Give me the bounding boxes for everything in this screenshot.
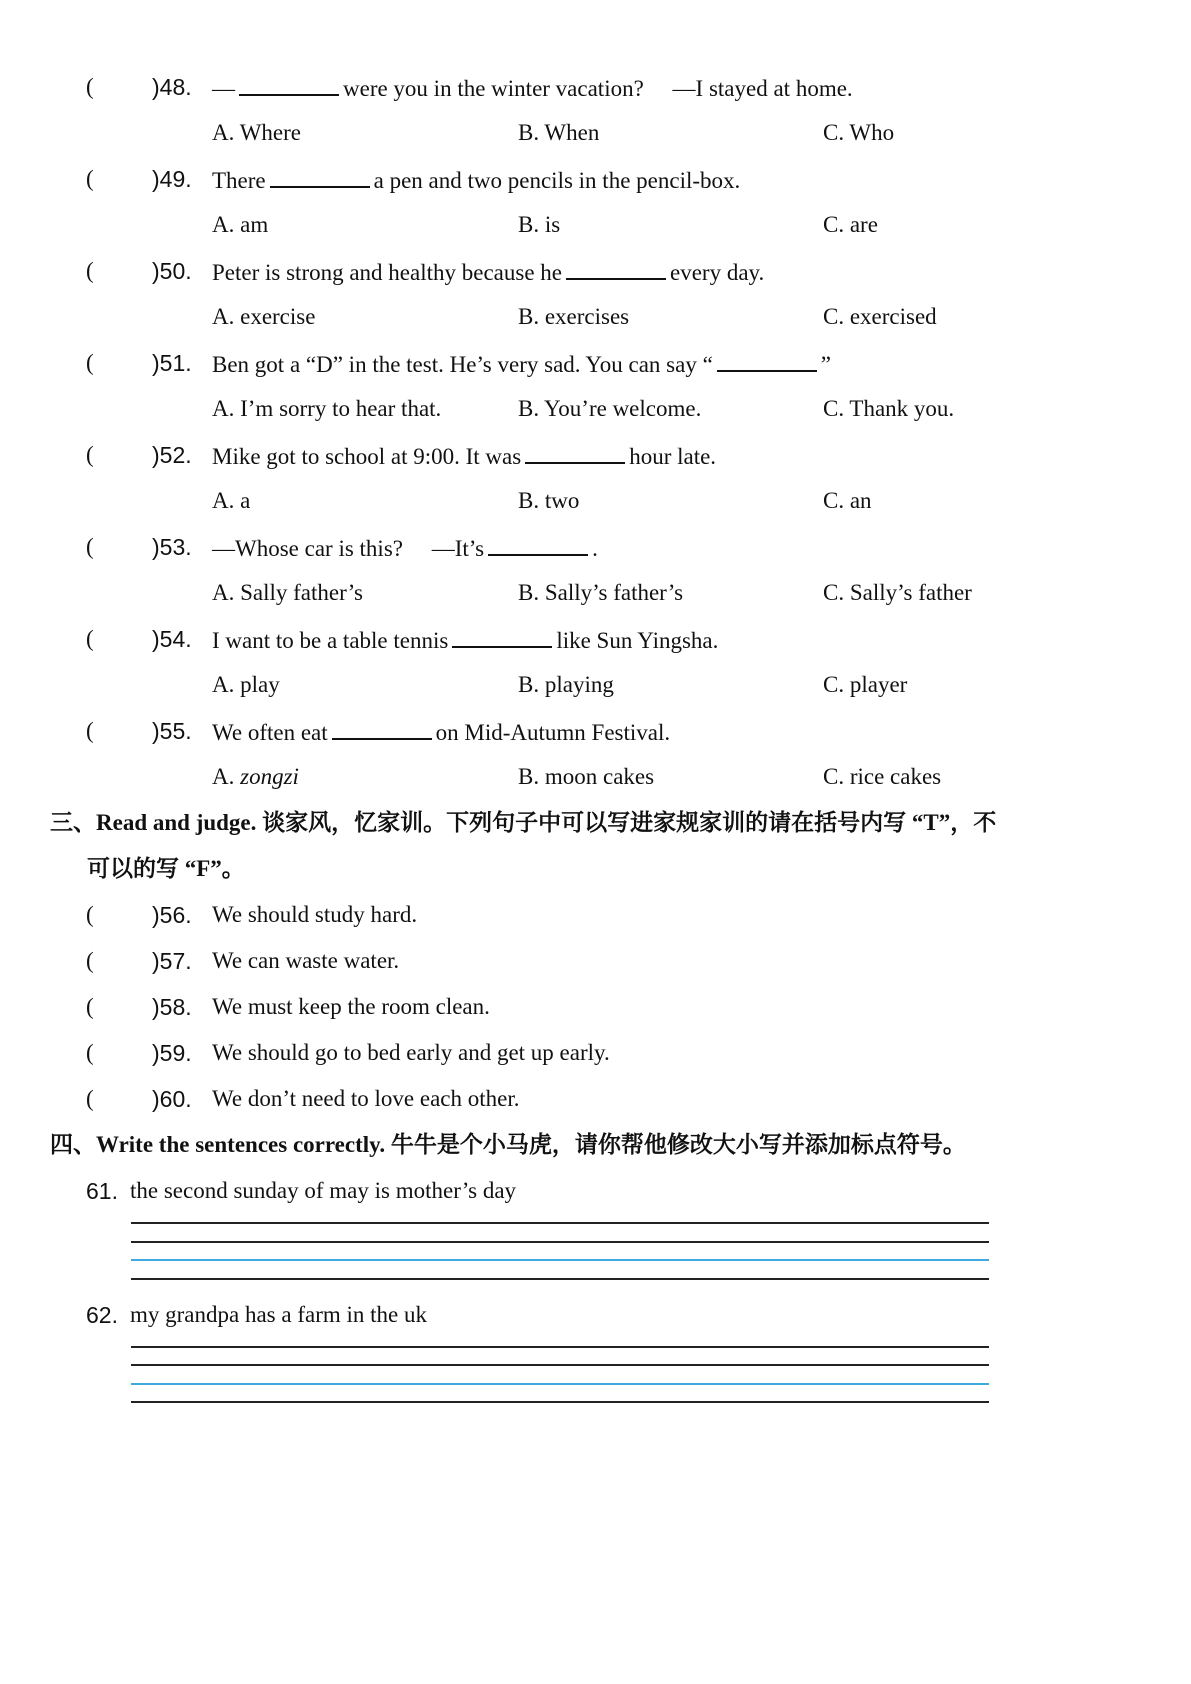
answer-paren[interactable]: (	[86, 626, 94, 651]
writing-line[interactable]	[131, 1241, 989, 1243]
writing-line[interactable]	[131, 1364, 989, 1366]
question-text: I want to be a table tennis like Sun Yingsha.	[212, 624, 718, 656]
answer-paren[interactable]: (	[86, 74, 94, 99]
question-number: )51.	[152, 350, 192, 376]
answer-paren[interactable]: (	[86, 718, 94, 743]
fill-blank[interactable]	[525, 440, 625, 464]
question-number: )54.	[152, 626, 192, 652]
option-c[interactable]: C. rice cakes	[823, 764, 942, 789]
answer-paren[interactable]: (	[86, 902, 94, 927]
option-a[interactable]: A. I’m sorry to hear that.	[212, 396, 442, 421]
writing-line[interactable]	[131, 1401, 989, 1403]
question-number: )48.	[152, 74, 192, 100]
option-a[interactable]: A. exercise	[212, 304, 316, 329]
fill-blank[interactable]	[717, 348, 817, 372]
answer-paren[interactable]: (	[86, 258, 94, 283]
option-a[interactable]: A. Sally father’s	[212, 580, 363, 605]
question-text: — were you in the winter vacation? —I stayed at home.	[212, 72, 853, 104]
question-number: 62.	[86, 1302, 118, 1328]
question-text: We often eat on Mid-Autumn Festival.	[212, 716, 670, 748]
answer-paren[interactable]: (	[86, 994, 94, 1019]
option-b[interactable]: B. is	[518, 212, 561, 237]
section-3-title-cont: 可以的写 “F”。	[87, 856, 245, 881]
option-c[interactable]: C. Sally’s father	[823, 580, 972, 605]
question-text: the second sunday of may is mother’s day	[130, 1178, 517, 1203]
question-text: Mike got to school at 9:00. It was hour late.	[212, 440, 716, 472]
option-c[interactable]: C. an	[823, 488, 872, 513]
question-text: my grandpa has a farm in the uk	[130, 1302, 427, 1327]
writing-line[interactable]	[131, 1222, 989, 1224]
option-c[interactable]: C. exercised	[823, 304, 937, 329]
question-number: )59.	[152, 1040, 192, 1066]
answer-paren[interactable]: (	[86, 1040, 94, 1065]
answer-paren[interactable]: (	[86, 1086, 94, 1111]
question-number: )49.	[152, 166, 192, 192]
option-a[interactable]: A. a	[212, 488, 251, 513]
option-a[interactable]: A. Where	[212, 120, 301, 145]
answer-paren[interactable]: (	[86, 948, 94, 973]
option-c[interactable]: C. player	[823, 672, 908, 697]
fill-blank[interactable]	[452, 624, 552, 648]
question-text: We can waste water.	[212, 948, 400, 973]
question-text: We must keep the room clean.	[212, 994, 490, 1019]
question-number: )56.	[152, 902, 192, 928]
answer-paren[interactable]: (	[86, 350, 94, 375]
option-c[interactable]: C. Thank you.	[823, 396, 955, 421]
writing-line[interactable]	[131, 1259, 989, 1261]
writing-line[interactable]	[131, 1383, 989, 1385]
section-3-title: 三、Read and judge. 谈家风，忆家训。下列句子中可以写进家规家训的请在括号内写 “T”，不	[50, 810, 997, 835]
option-a[interactable]: A. am	[212, 212, 269, 237]
question-number: )52.	[152, 442, 192, 468]
question-number: )60.	[152, 1086, 192, 1112]
section-4-title: 四、Write the sentences correctly. 牛牛是个小马虎，请你帮他修改大小写并添加标点符号。	[50, 1132, 966, 1157]
question-number: )57.	[152, 948, 192, 974]
option-a[interactable]: A. play	[212, 672, 280, 697]
option-b[interactable]: B. Sally’s father’s	[518, 580, 684, 605]
question-text: Peter is strong and healthy because he every day.	[212, 256, 764, 288]
fill-blank[interactable]	[270, 164, 370, 188]
answer-paren[interactable]: (	[86, 534, 94, 559]
writing-line[interactable]	[131, 1346, 989, 1348]
option-b[interactable]: B. playing	[518, 672, 614, 697]
question-text: We don’t need to love each other.	[212, 1086, 520, 1111]
writing-line[interactable]	[131, 1278, 989, 1280]
fill-blank[interactable]	[239, 72, 339, 96]
question-number: 61.	[86, 1178, 118, 1204]
answer-paren[interactable]: (	[86, 442, 94, 467]
question-number: )58.	[152, 994, 192, 1020]
fill-blank[interactable]	[488, 532, 588, 556]
question-text: We should study hard.	[212, 902, 418, 927]
question-number: )55.	[152, 718, 192, 744]
option-b[interactable]: B. exercises	[518, 304, 630, 329]
question-number: )50.	[152, 258, 192, 284]
question-text: Ben got a “D” in the test. He’s very sad. You can say “ ”	[212, 348, 831, 380]
answer-paren[interactable]: (	[86, 166, 94, 191]
option-a[interactable]: A. zongzi	[212, 764, 299, 789]
fill-blank[interactable]	[566, 256, 666, 280]
question-text: We should go to bed early and get up early.	[212, 1040, 610, 1065]
question-text: —Whose car is this? —It’s .	[212, 532, 598, 564]
fill-blank[interactable]	[332, 716, 432, 740]
question-number: )53.	[152, 534, 192, 560]
option-b[interactable]: B. When	[518, 120, 600, 145]
option-b[interactable]: B. moon cakes	[518, 764, 655, 789]
option-c[interactable]: C. are	[823, 212, 878, 237]
option-c[interactable]: C. Who	[823, 120, 895, 145]
question-text: There a pen and two pencils in the pencil-box.	[212, 164, 740, 196]
option-b[interactable]: B. You’re welcome.	[518, 396, 702, 421]
option-b[interactable]: B. two	[518, 488, 580, 513]
